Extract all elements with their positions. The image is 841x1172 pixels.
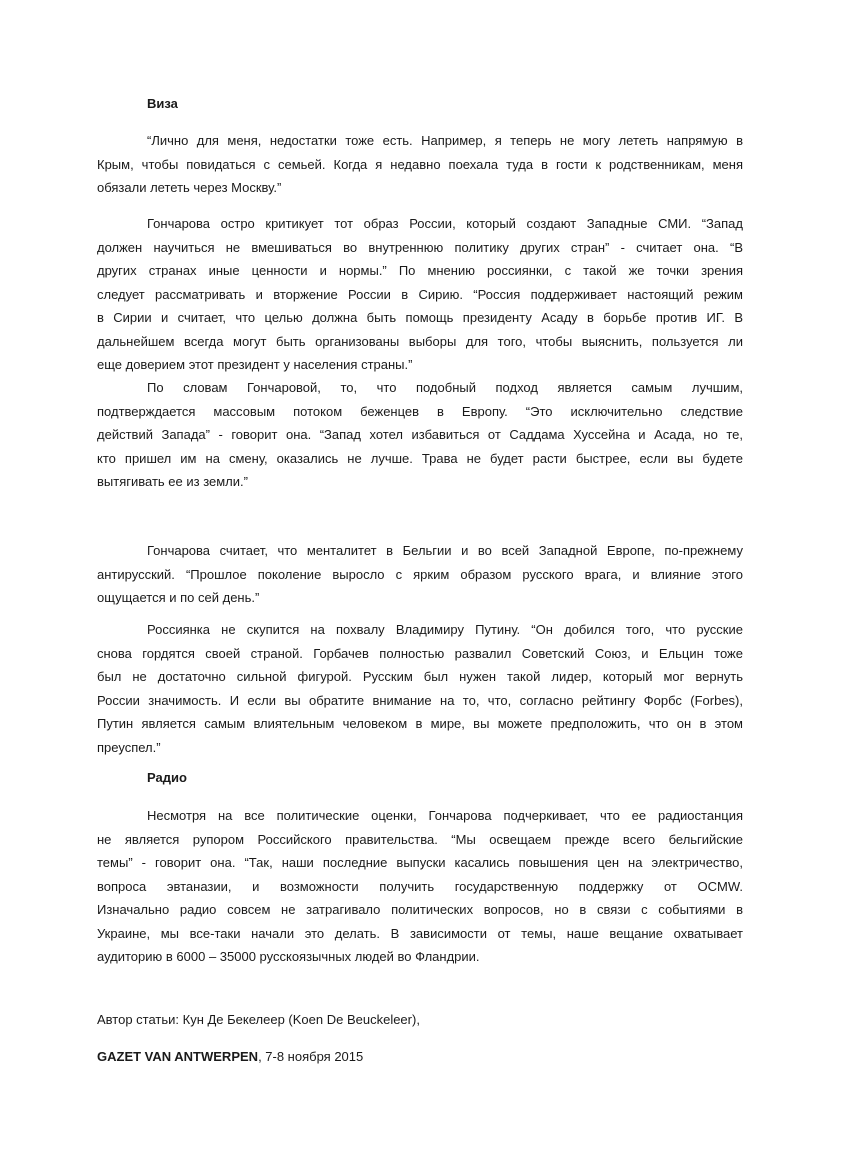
paragraph [97, 539, 743, 610]
paragraph-line: Путин является самым влиятельным человеком в мире, вы можете предположить, что он в этом [97, 716, 743, 731]
paragraph-line: Несмотря на все политические оценки, Гончарова подчеркивает, что ее радиостанция [147, 808, 743, 823]
paragraph-line: ощущается и по сей день.” [97, 590, 260, 605]
paragraph [97, 376, 743, 494]
paragraph-line: Крым, чтобы повидаться с семьей. Когда я недавно поехала туда в гости к родственникам, меня [97, 156, 743, 172]
paragraph-line: в Сирии и считает, что целью должна быть помощь президенту Асаду в борьбе против ИГ. В [97, 310, 743, 325]
paragraph-line: Гончарова остро критикует тот образ России, который создают Западные СМИ. “Запад [147, 216, 743, 231]
paragraph-line: России значимость. И если вы обратите внимание на то, что, согласно рейтингу Форбс (Forbes), [97, 692, 743, 708]
paragraph-line: еще доверием этот президент у населения страны.” [97, 357, 413, 372]
paragraph [97, 129, 743, 200]
paragraph-line: По словам Гончаровой, то, что подобный подход является самым лучшим, [147, 380, 743, 395]
paragraph-line: был не достаточно сильной фигурой. Русским был нужен такой лидер, который мог вернуть [97, 669, 743, 684]
paragraph-line: снова гордятся своей страной. Горбачев полностью развалил Советский Союз, и Ельцин тоже [97, 645, 743, 661]
paragraph-line: Украине, мы все-таки начали это делать. В зависимости от темы, наше вещание охватывает [97, 925, 743, 941]
paragraph-line: “Лично для меня, недостатки тоже есть. Например, я теперь не могу лететь напрямую в [147, 133, 743, 148]
paragraph [97, 618, 743, 759]
paragraph-line: вопроса эвтаназии, и возможности получить государственную поддержку от OCMW. [97, 878, 743, 894]
paragraph-line: должен научиться не вмешиваться во внутреннюю политику других стран” - считает она. “В [97, 239, 743, 255]
paragraph [97, 804, 743, 969]
paragraph-line: антирусский. “Прошлое поколение выросло с ярким образом русского врага, и влияние этого [97, 566, 743, 582]
paragraph-line: Россиянка не скупится на похвалу Владимиру Путину. “Он добился того, что русские [147, 622, 743, 637]
paragraph-line: Гончарова считает, что менталитет в Бельгии и во всей Западной Европе, по-прежнему [147, 543, 743, 558]
author-line [97, 1008, 743, 1032]
section-heading [97, 766, 743, 790]
paragraph-line: темы” - говорит она. “Так, наши последние выпуски касались повышения цен на электричество, [97, 855, 743, 870]
publication-name: GAZET VAN ANTWERPEN [97, 1049, 259, 1064]
section-heading-text: Виза [147, 96, 178, 111]
paragraph-line: преуспел.” [97, 739, 161, 755]
paragraph-line: следует рассматривать и вторжение России в Сирию. “Россия поддерживает настоящий режим [97, 286, 743, 302]
paragraph-line: вытягивать ее из земли.” [97, 474, 248, 489]
paragraph [97, 212, 743, 377]
author-text: Автор статьи: Кун Де Бекелеер (Koen De Beuckeleer), [97, 1012, 420, 1027]
publication-date: , 7-8 ноября 2015 [258, 1049, 364, 1064]
paragraph-line: аудиторию в 6000 – 35000 русскоязычных людей во Фландрии. [97, 949, 480, 964]
source-line [97, 1045, 743, 1069]
paragraph-line: действий Запада” - говорит она. “Запад хотел избавиться от Саддама Хуссейна и Асада, но те, [97, 427, 743, 442]
section-heading-text: Радио [147, 770, 187, 785]
paragraph-line: дальнейшем всегда могут быть организованы выборы для того, чтобы выяснить, пользуется ли [97, 333, 743, 349]
paragraph-line: подтверждается массовым потоком беженцев в Европу. “Это исключительно следствие [97, 403, 743, 419]
paragraph-line: кто пришел им на смену, оказались не лучше. Трава не будет расти быстрее, если вы будете [97, 450, 743, 466]
section-heading [97, 92, 743, 116]
paragraph-line: других странах иные ценности и нормы.” По мнению россиянки, с такой же точки зрения [97, 263, 743, 278]
paragraph-line: обязали лететь через Москву.” [97, 180, 282, 195]
paragraph-line: Изначально радио совсем не затрагивало политических вопросов, но в связи с событиями в [97, 902, 743, 917]
paragraph-line: не является рупором Российского правительства. “Мы освещаем прежде всего бельгийские [97, 831, 743, 847]
